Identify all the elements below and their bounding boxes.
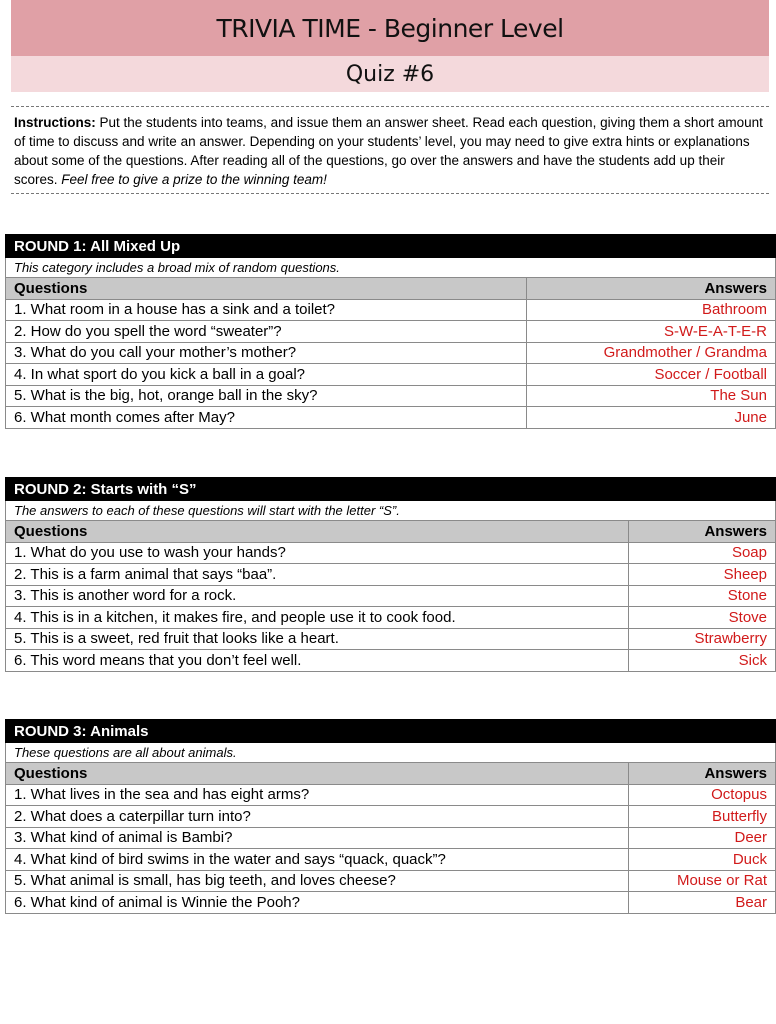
- table-row: [6, 342, 776, 364]
- answer: Deer: [629, 827, 776, 849]
- round-description: These questions are all about animals.: [6, 743, 776, 763]
- instructions-text: Put the students into teams, and issue them an answer sheet. Read each question, giving them a short amount of time to discuss and write an answer. Depending on your students’ level, you may need to give extra hints or explanations about some of the questions. After reading all of the questions, go over the answers and have the students add up their scores.: [14, 115, 763, 187]
- table-row: [6, 806, 776, 828]
- answer: Butterfly: [629, 806, 776, 828]
- question: 6. This word means that you don’t feel well.: [6, 650, 629, 672]
- table-row: [6, 321, 776, 343]
- answer: Bear: [629, 892, 776, 914]
- round-2-table: [5, 477, 776, 672]
- question: 5. What is the big, hot, orange ball in the sky?: [6, 385, 527, 407]
- round-1-table: [5, 234, 776, 429]
- answer: Stove: [629, 607, 776, 629]
- table-row: [6, 607, 776, 629]
- question: 3. This is another word for a rock.: [6, 585, 629, 607]
- table-row: [6, 364, 776, 386]
- question: 5. What animal is small, has big teeth, and loves cheese?: [6, 870, 629, 892]
- answers-column-header: Answers: [629, 763, 776, 785]
- round-title: ROUND 2: Starts with “S”: [6, 478, 776, 501]
- table-row: [6, 385, 776, 407]
- question: 1. What room in a house has a sink and a toilet?: [6, 299, 527, 321]
- table-row: [6, 827, 776, 849]
- answers-column-header: Answers: [629, 521, 776, 543]
- round-description: This category includes a broad mix of random questions.: [6, 258, 776, 278]
- questions-column-header: Questions: [6, 278, 527, 300]
- question: 2. This is a farm animal that says “baa”.: [6, 564, 629, 586]
- table-row: [6, 564, 776, 586]
- questions-column-header: Questions: [6, 763, 629, 785]
- question: 4. This is in a kitchen, it makes fire, and people use it to cook food.: [6, 607, 629, 629]
- table-row: [6, 407, 776, 429]
- answer: Sheep: [629, 564, 776, 586]
- round-description: The answers to each of these questions will start with the letter “S”.: [6, 501, 776, 521]
- answer: Strawberry: [629, 628, 776, 650]
- question: 4. In what sport do you kick a ball in a goal?: [6, 364, 527, 386]
- table-row: [6, 784, 776, 806]
- table-row: [6, 892, 776, 914]
- table-row: [6, 628, 776, 650]
- answer: S-W-E-A-T-E-R: [527, 321, 776, 343]
- answer: Mouse or Rat: [629, 870, 776, 892]
- answer: Sick: [629, 650, 776, 672]
- question: 3. What do you call your mother’s mother?: [6, 342, 527, 364]
- question: 6. What kind of animal is Winnie the Pooh?: [6, 892, 629, 914]
- quiz-number: Quiz #6: [11, 56, 769, 92]
- question: 6. What month comes after May?: [6, 407, 527, 429]
- round-title: ROUND 1: All Mixed Up: [6, 235, 776, 258]
- table-row: [6, 542, 776, 564]
- answer: Soccer / Football: [527, 364, 776, 386]
- answer: June: [527, 407, 776, 429]
- table-row: [6, 650, 776, 672]
- question: 3. What kind of animal is Bambi?: [6, 827, 629, 849]
- table-row: [6, 870, 776, 892]
- question: 1. What lives in the sea and has eight arms?: [6, 784, 629, 806]
- question: 2. How do you spell the word “sweater”?: [6, 321, 527, 343]
- answer: Stone: [629, 585, 776, 607]
- answer: The Sun: [527, 385, 776, 407]
- answer: Bathroom: [527, 299, 776, 321]
- table-row: [6, 585, 776, 607]
- question: 2. What does a caterpillar turn into?: [6, 806, 629, 828]
- page-title: TRIVIA TIME - Beginner Level: [11, 0, 769, 56]
- answers-column-header: Answers: [527, 278, 776, 300]
- round-3-table: [5, 719, 776, 914]
- instructions-label: Instructions:: [14, 115, 96, 130]
- questions-column-header: Questions: [6, 521, 629, 543]
- instructions-closing: Feel free to give a prize to the winning team!: [61, 172, 327, 187]
- table-row: [6, 849, 776, 871]
- answer: Soap: [629, 542, 776, 564]
- question: 5. This is a sweet, red fruit that looks like a heart.: [6, 628, 629, 650]
- round-title: ROUND 3: Animals: [6, 720, 776, 743]
- answer: Duck: [629, 849, 776, 871]
- question: 4. What kind of bird swims in the water and says “quack, quack”?: [6, 849, 629, 871]
- answer: Octopus: [629, 784, 776, 806]
- instructions-block: [11, 106, 769, 194]
- answer: Grandmother / Grandma: [527, 342, 776, 364]
- table-row: [6, 299, 776, 321]
- question: 1. What do you use to wash your hands?: [6, 542, 629, 564]
